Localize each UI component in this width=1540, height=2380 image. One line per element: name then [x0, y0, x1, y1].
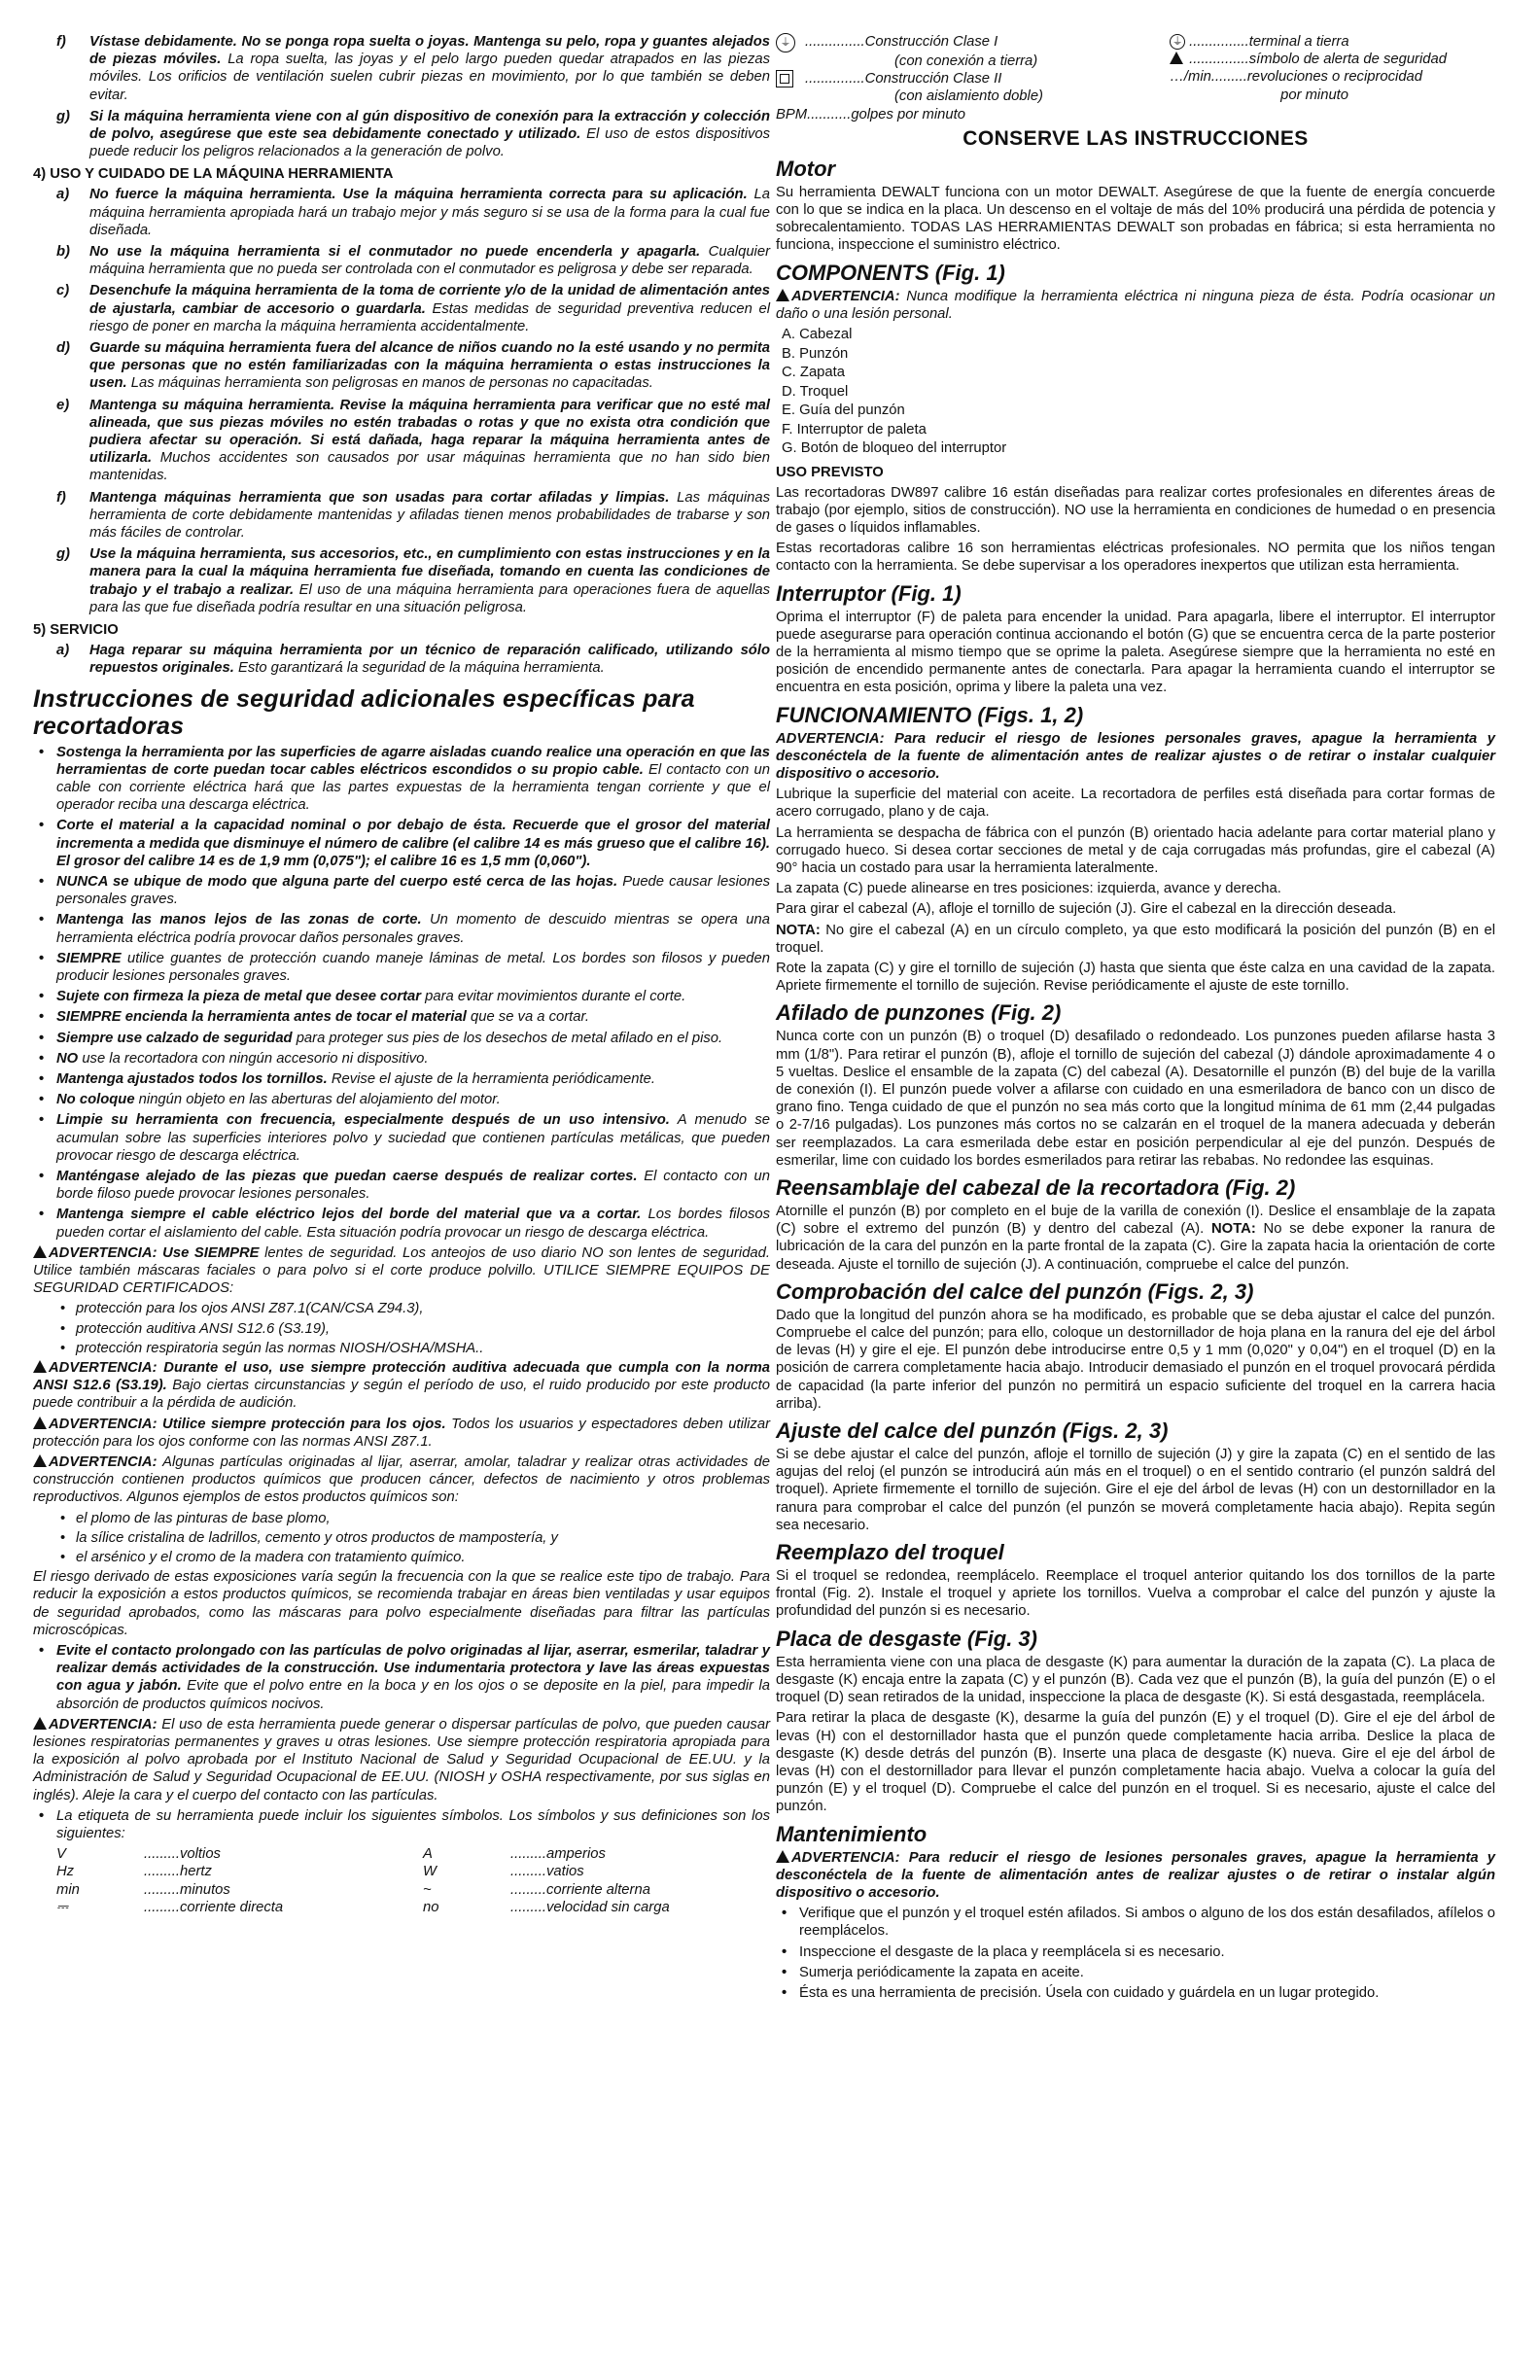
symbol-row: min ......... minutos: [56, 1881, 230, 1898]
bullet-text: use la recortadora con ningún accesorio ni dispositivo.: [78, 1050, 429, 1067]
item-text: Cualquier máquina herramienta que no pueda ser controlada con el conmutador es peligrosa y debe ser reparada.: [89, 244, 770, 278]
reens-text: Atornille el punzón (B) por completo en el buje de la varilla de conexión (I). Deslice el ensamblaje de la zapata (C) sobre el extremo del punzón (B) y dentro del cabezal (A).: [776, 1204, 1495, 1238]
bullet-bold: SIEMPRE encienda la herramienta antes de tocar el material: [56, 1009, 467, 1026]
item-text: El uso de estos dispositivos puede reducir los peligros relacionados a la generación de polvo.: [89, 126, 771, 160]
reensamblaje-heading: Reensamblaje del cabezal de la recortadora (Fig. 2): [776, 1175, 1296, 1201]
bullet-item: • Mantenga siempre el cable eléctrico lejos del borde del material que va a cortar. Los bordes filosos pueden cortar el aislamiento del cable. Esta situación podría provocar un riesgo de descarga eléctrica.: [39, 1207, 771, 1241]
maint-item: • Sumerja periódicamente la zapata en aceite.: [782, 1964, 1084, 1980]
func-paragraph: La herramienta se despacha de fábrica con el punzón (B) orientado hacia adelante para cortar material plano y corrugado hueco. Si desea cortar secciones de metal y de caja corrugadas más profundas, gire el cabezal (A) 90° hacia un costado para usar la herramienta lateralmente.: [776, 824, 1495, 876]
symbol-row: V ......... voltios: [56, 1846, 221, 1863]
item-label: g): [56, 108, 70, 124]
symbol-row: W ......... vatios: [423, 1864, 584, 1880]
bullet-item: • Sujete con firmeza la pieza de metal que desee cortar para evitar movimientos durante el corte.: [39, 989, 686, 1005]
symbol-def-2: por minuto: [1280, 87, 1349, 103]
bullet-bold: NUNCA se ubique de modo que alguna parte del cuerpo esté cerca de las hojas.: [56, 873, 618, 890]
sub-text: protección para los ojos ANSI Z87.1(CAN/CSA Z94.3),: [76, 1301, 424, 1317]
func-paragraph: La zapata (C) puede alinearse en tres posiciones: izquierda, avance y derecha.: [776, 881, 1281, 897]
item-text: La ropa suelta, las joyas y el pelo largo pueden quedar atrapados en las piezas móviles. Los orificios de ventilación suelen cubrir piezas en movimiento, por lo que también se deben evitar.: [89, 52, 771, 103]
bullet-text: ningún objeto en las aberturas del alojamiento del motor.: [134, 1092, 501, 1108]
bullet-bold: Mantenga las manos lejos de las zonas de corte.: [56, 912, 422, 928]
maint-text: Sumerja periódicamente la zapata en aceite.: [799, 1964, 1084, 1980]
class-2-icon: [776, 70, 805, 88]
warning-bold: ADVERTENCIA: Durante el uso, use siempre protección auditiva adecuada que cumpla con la norma ANSI S12.6 (S3.19).: [33, 1360, 770, 1394]
warning-icon: [33, 1717, 47, 1730]
risk-paragraph: El riesgo derivado de estas exposiciones varía según la frecuencia con la que se realice este tipo de trabajo. Para reducir la exposición a estos productos químicos, se recomienda trabajar en áreas bien ventiladas y usar equipos de seguridad aprobados, como las máscaras para polvo especialmente diseñadas para filtrar las partículas microscópicas.: [33, 1569, 770, 1638]
bullet-bold: Siempre use calzado de seguridad: [56, 1030, 293, 1046]
placa-paragraph-1: Esta herramienta viene con una placa de desgaste (K) para aumentar la duración de la zapata (C). La placa de desgaste (K) encaja entre la zapata (C) y el punzón (B). Cada vez que el punzón (B), la guía del punzón (E) o el troquel (D) sean retirados de la unidad, inspeccione la placa de desgaste (K). Si está desgastada, reemplácela.: [776, 1654, 1495, 1706]
bullet-item: • Manténgase alejado de las piezas que puedan caerse después de realizar cortes. El contacto con un borde filoso puede provocar lesiones personales.: [39, 1168, 770, 1203]
symbol-key: no: [423, 1899, 439, 1915]
symbol-key: min: [56, 1881, 80, 1898]
bullet-item: • NO use la recortadora con ningún accesorio ni dispositivo.: [39, 1050, 429, 1067]
item-text: Las máquinas herramienta son peligrosas en manos de personas no capacitadas.: [126, 375, 653, 392]
symbol-def: minutos: [180, 1881, 230, 1898]
bullet-text: para evitar movimientos durante el corte.: [421, 989, 686, 1005]
nota-text: No gire el cabezal (A) en un círculo completo, ya que esto modificará la posición del punzón (B) en el troquel.: [776, 922, 1495, 956]
warning-icon: [776, 289, 789, 301]
nota-label: NOTA:: [1204, 1221, 1256, 1238]
sub-text: protección respiratoria según las normas NIOSH/OSHA/MSHA..: [76, 1340, 484, 1356]
bullet-text: Los bordes filosos pueden cortar el aislamiento del cable. Esta situación podría provocar un riesgo de descarga eléctrica.: [56, 1207, 771, 1241]
symbol-def: corriente directa: [180, 1899, 284, 1915]
symbol-def: revoluciones o reciprocidad: [1246, 69, 1423, 86]
reensamblaje-paragraph: [776, 1203, 1495, 1274]
item-bold: No fuerce la máquina herramienta. Use la máquina herramienta correcta para su aplicación.: [89, 187, 748, 203]
bullet-bold: Sujete con firmeza la pieza de metal que desee cortar: [56, 989, 421, 1005]
item-text: El uso de una máquina herramienta para operaciones fuera de aquellas para las que fue diseñada podría resultar en una situación peligrosa.: [89, 581, 771, 615]
warning-bold: ADVERTENCIA:: [49, 1454, 158, 1471]
item-label: e): [56, 397, 70, 413]
warning-dust: [33, 1716, 770, 1804]
sub-text: el plomo de las pinturas de base plomo,: [76, 1510, 331, 1526]
item-bold: Vístase debidamente. No se ponga ropa suelta o joyas. Mantenga su pelo, ropa y guantes alejados de piezas móviles.: [89, 34, 770, 68]
warning-bold: ADVERTENCIA: Use SIEMPRE: [49, 1244, 260, 1261]
symbol-block: ⏚ ............... terminal a tierra ............... símbolo de alerta de seguridad …/min ......... revoluciones o reciprocidad por minuto: [1170, 34, 1447, 103]
warning-text: Nunca modifique la herramienta eléctrica ni ninguna pieza de ésta. Podría ocasionar un daño o una lesión personal.: [776, 288, 1495, 322]
bullet-text: para proteger sus pies de los desechos de metal afilado en el piso.: [292, 1030, 723, 1046]
bullet-item: • SIEMPRE utilice guantes de protección cuando maneje láminas de metal. Los bordes son filosos y pueden producir lesiones personales graves.: [39, 950, 770, 984]
item-label: a): [56, 187, 70, 203]
placa-heading: Placa de desgaste (Fig. 3): [776, 1626, 1037, 1651]
symbol-row: A ......... amperios: [423, 1846, 606, 1863]
symbol-key: W: [423, 1864, 437, 1880]
warning-text: Bajo ciertas circunstancias y según el período de uso, el ruido producido por este producto puede contribuir a la pérdida de audición.: [33, 1378, 770, 1412]
symbol-def: voltios: [180, 1846, 221, 1863]
item-label: a): [56, 643, 70, 659]
placa-paragraph-2: Para retirar la placa de desgaste (K), desarme la guía del punzón (E) y el troquel (D). Gire el eje del árbol de levas (H) con el destornillador hasta que el punzón quede completamente hacia arriba. Deslice la placa de desgaste (K) desde detrás del punzón (B). Inserte una placa de desgaste (K) nueva. Gire el eje del árbol de levas (H) con el destornillador para llevar el punzón completamente hacia abajo. Vuelva a colocar la guía del punzón (E) y el troquel (D). Compruebe el calce del punzón en el troquel. Si es necesario, ajuste el calce del punzón.: [776, 1710, 1495, 1815]
uso-paragraph-2: Estas recortadoras calibre 16 son herramientas eléctricas profesionales. NO permita que los niños tengan contacto con la herramienta. Se debe supervisar a los operadores inexpertos que utilizan esta herramienta.: [776, 541, 1495, 575]
symbol-key: Hz: [56, 1864, 75, 1880]
sub-item: • la sílice cristalina de ladrillos, cemento y otros productos de mampostería, y: [60, 1529, 558, 1546]
symbol-def: vatios: [546, 1864, 584, 1880]
bullet-bold: Manténgase alejado de las piezas que puedan caerse después de realizar cortes.: [56, 1168, 638, 1184]
component-item: B. Punzón: [782, 345, 849, 362]
symbol-def: Construcción Clase I: [864, 34, 998, 50]
item-bold: Guarde su máquina herramienta fuera del alcance de niños cuando no la esté usando y no permita que personas que no estén familiarizadas con la máquina herramienta o estas instrucciones la usen.: [89, 340, 770, 392]
func-paragraph: Lubrique la superficie del material con aceite. La recortadora de perfiles está diseñada para cortar formas de acero corrugado, plano y de caja.: [776, 787, 1495, 821]
symbol-def: velocidad sin carga: [546, 1899, 670, 1915]
item-bold: No use la máquina herramienta si el conmutador no puede encenderla y apagarla.: [89, 244, 701, 261]
mantenimiento-heading: Mantenimiento: [776, 1821, 928, 1846]
section-heading-4: 4) USO Y CUIDADO DE LA MÁQUINA HERRAMIENTA: [33, 166, 394, 183]
symbol-def: hertz: [180, 1864, 212, 1880]
sub-text: protección auditiva ANSI S12.6 (S3.19),: [76, 1320, 331, 1337]
s4-item: [33, 282, 770, 335]
nota-label: NOTA:: [776, 922, 821, 938]
maint-text: Ésta es una herramienta de precisión. Úsela con cuidado y guárdela en un lugar protegido.: [799, 1984, 1380, 2001]
bullet-item: • NUNCA se ubique de modo que alguna parte del cuerpo esté cerca de las hojas. Puede causar lesiones personales graves.: [39, 873, 770, 908]
item-bold: Desenchufe la máquina herramienta de la toma de corriente y/o de la unidad de alimentación antes de ajustarla, cambiar de accesorio o guardarla.: [89, 283, 770, 317]
symbol-def-2: (con aislamiento doble): [894, 88, 1043, 105]
reemplazo-heading: Reemplazo del troquel: [776, 1540, 1004, 1565]
sub-item: • protección respiratoria según las normas NIOSH/OSHA/MSHA..: [60, 1340, 484, 1356]
bullet-bold: Mantenga ajustados todos los tornillos.: [56, 1070, 328, 1087]
motor-heading: Motor: [776, 156, 836, 181]
bullet-text: Evite que el polvo entre en la boca y en los ojos o se deposite en la piel, para impedir la absorción de productos químicos nocivos.: [56, 1678, 770, 1712]
bullet-item: • Mantenga ajustados todos los tornillos. Revise el ajuste de la herramienta periódicamente.: [39, 1070, 655, 1087]
funcionamiento-heading: FUNCIONAMIENTO (Figs. 1, 2): [776, 702, 1084, 727]
symbol-key: V: [56, 1846, 66, 1863]
component-item: E. Guía del punzón: [782, 402, 905, 419]
func-paragraph: Para girar el cabezal (A), afloje el tornillo de sujeción (J). Gire el cabezal en la dirección deseada.: [776, 901, 1397, 918]
reens-text-2: No se debe exponer la ranura de lubricación de la cara del punzón en la parte frontal de la zapata (C). Gire la zapata hacia la orientación de corte deseada. Ajuste el tornillo de sujeción (J). A continuación, compruebe el calce del punzón.: [776, 1221, 1495, 1273]
warning-icon: [776, 1850, 789, 1863]
item-bold: Mantenga máquinas herramienta que son usadas para cortar afiladas y limpias.: [89, 489, 670, 506]
symbol-key: …/min: [1170, 69, 1211, 86]
bullet-item: • La etiqueta de su herramienta puede incluir los siguientes símbolos. Los símbolos y sus definiciones son los siguientes:: [39, 1807, 770, 1842]
sub-text: la sílice cristalina de ladrillos, cemento y otros productos de mampostería, y: [76, 1529, 558, 1546]
warning-bold: ADVERTENCIA:: [791, 288, 900, 304]
warning-icon: [33, 1454, 47, 1467]
warning-bold: ADVERTENCIA:: [49, 1716, 158, 1732]
warning-text: lentes de seguridad. Los anteojos de uso diario NO son lentes de seguridad. Utilice también máscaras faciales o para polvo si el corte produce polvillo. UTILICE SIEMPRE EQUIPOS DE SEGURIDAD CERTIFICADOS:: [33, 1244, 771, 1297]
bullet-item: • Siempre use calzado de seguridad para proteger sus pies de los desechos de metal afilado en el piso.: [39, 1030, 723, 1046]
warning-safety-glasses: [33, 1244, 770, 1298]
warning-chemicals: [33, 1453, 770, 1507]
item-text: Esto garantizará la seguridad de la máquina herramienta.: [233, 660, 605, 677]
warning-icon: [33, 1360, 47, 1373]
safety-alert-icon: [1170, 51, 1189, 68]
symbol-def: corriente alterna: [546, 1881, 650, 1898]
bullet-text: Puede causar lesiones personales graves.: [56, 873, 770, 908]
item-label: g): [56, 546, 70, 563]
right-column: [776, 33, 1495, 2005]
bullet-item: • Sostenga la herramienta por las superficies de agarre aisladas cuando realice una operación en que las herramientas de corte puedan tocar cables eléctricos escondidos o su propio cable. El contacto con un cable con corriente eléctrica hará que las partes expuestas de la herramienta tengan corriente y que el operador reciba una descarga eléctrica.: [39, 744, 770, 814]
safety-item-f: [33, 33, 770, 104]
bullet-bold: Limpie su herramienta con frecuencia, especialmente después de un uso intensivo.: [56, 1112, 670, 1129]
warning-eyes: [33, 1416, 770, 1451]
warning-text: El uso de esta herramienta puede generar o dispersar partículas de polvo, que pueden causar lesiones respiratorias permanentes y graves u otras lesiones. Use siempre protección respiratoria apropiada para la exposición al polvo aprobada por el Instituto Nacional de Salud y Seguridad Ocupacional de EE.UU. y la Administración de Salud y Seguridad Ocupacional de EE.UU. (NIOSH y OSHA respectivamente, por sus siglas en inglés). Aleje la cara y el cuerpo del contacto con las partículas.: [33, 1716, 770, 1803]
symbol-row: ~ ......... corriente alterna: [423, 1881, 650, 1898]
symbol-def: amperios: [546, 1846, 606, 1863]
maint-item: • Inspeccione el desgaste de la placa y reemplácela si es necesario.: [782, 1943, 1225, 1960]
item-text: La máquina herramienta apropiada hará un trabajo mejor y más seguro si se usa de la forma para la cual fue diseñada.: [89, 187, 770, 238]
bullet-text: Revise el ajuste de la herramienta periódicamente.: [327, 1070, 655, 1087]
interruptor-paragraph: Oprima el interruptor (F) de paleta para encender la unidad. Para apagarla, libere el interruptor. El interruptor puede asegurarse para operación continua accionando el botón (G) que se encuentra cerca de la parte posterior de la herramienta al mismo tiempo que se oprime la paleta. Asegúrese siempre que la herramienta no esté en posición de encendido permanente antes de conectarla. Para apagar la herramienta cuando el interruptor se encuentra en esta posición, oprima y libere la paleta una vez.: [776, 609, 1495, 696]
s4-item: [33, 243, 770, 278]
bullet-bold: Sostenga la herramienta por las superficies de agarre aisladas cuando realice una operación en que las herramientas de corte puedan tocar cables eléctricos escondidos o su propio cable.: [56, 744, 770, 778]
component-item: G. Botón de bloqueo del interruptor: [782, 440, 1007, 457]
bullet-text: El contacto con un cable con corriente eléctrica hará que las partes expuestas de la herramienta tengan corriente y que el operador reciba una descarga eléctrica.: [56, 761, 770, 814]
symbol-def: símbolo de alerta de seguridad: [1248, 52, 1447, 68]
components-warning: [776, 288, 1495, 323]
class-1-icon: ⏚: [776, 33, 805, 52]
sub-text: el arsénico y el cromo de la madera con tratamiento químico.: [76, 1550, 466, 1566]
bullet-item: • No coloque ningún objeto en las aberturas del alojamiento del motor.: [39, 1092, 501, 1108]
class-symbols-table: [776, 33, 1495, 123]
maint-text: Inspeccione el desgaste de la placa y reemplácela si es necesario.: [799, 1943, 1225, 1960]
bullet-item: • Limpie su herramienta con frecuencia, especialmente después de un uso intensivo. A menudo se acumulan sobre las superficies interiores polvo y suciedad que contienen partículas metálicas, que pueden provocar riesgo de descarga eléctrica.: [39, 1112, 770, 1164]
ground-icon: ⏚: [1170, 33, 1189, 51]
warning-bold: ADVERTENCIA: Utilice siempre protección para los ojos.: [49, 1416, 446, 1432]
symbol-row: ⎓ ......... corriente directa: [56, 1899, 284, 1915]
component-item: F. Interruptor de paleta: [782, 421, 927, 438]
bullet-text: La etiqueta de su herramienta puede incluir los siguientes símbolos. Los símbolos y sus definiciones son los siguientes:: [56, 1807, 770, 1842]
components-heading: COMPONENTS (Fig. 1): [776, 260, 1005, 285]
item-bold: Si la máquina herramienta viene con al gún dispositivo de conexión para la extracción y colección de polvo, asegúrese que este sea debidamente conectado y utilizado.: [89, 108, 770, 143]
symbol-def: Construcción Clase II: [864, 71, 1002, 88]
item-label: f): [56, 34, 66, 50]
conserve-heading: CONSERVE LAS INSTRUCCIONES: [962, 126, 1309, 150]
bullet-bold: SIEMPRE: [56, 950, 122, 966]
func-paragraph: Rote la zapata (C) y gire el tornillo de sujeción (J) hasta que sienta que éste calza en una cavidad de la zapata. Apriete firmemente el tornillo de sujeción. Revise periódicamente el ajuste de este tornillo.: [776, 961, 1495, 995]
warning-hearing: [33, 1359, 770, 1413]
warning-text: Algunas partículas originadas al lijar, aserrar, amolar, taladrar y realizar otras actividades de construcción contienen productos químicos que producen cáncer, defectos de nacimiento y otros problemas reproductivos. Algunos ejemplos de estos productos químicos son:: [33, 1454, 770, 1506]
component-item: C. Zapata: [782, 365, 845, 381]
symbol-block: ⏚ ............... Construcción Clase I (con conexión a tierra) ............... Construcción Clase II (con aislamiento doble) BPM ........... golpes por minuto: [776, 34, 1043, 122]
sub-item: • protección para los ojos ANSI Z87.1(CAN/CSA Z94.3),: [60, 1301, 424, 1317]
symbol-key: BPM: [776, 106, 808, 122]
afilado-paragraph: Nunca corte con un punzón (B) o troquel (D) desafilado o redondeado. Los punzones pueden afilarse hasta 3 mm (1/8"). Para retirar el punzón (B), afloje el tornillo de sujeción del cabezal (J) dándole aproximadamente 4 o 5 vueltas. Deslice el ensamble de la zapata (C) del cabezal (A). Desatornille el punzón (B) del buje de la varilla de conexión (I). El punzón puede volver a afilarse con cuidado en una esmeriladora de banco con un disco de grano fino. Tenga cuidado de que el punzón no sea más corto que la longitud mínima de 61 mm (2,44 pulgadas o 2-7/16 pulgadas). Los punzones más cortos no se calzarán en el troquel de la manera adecuada y deberán ser reemplazados. La cara esmerilada debe estar en posición perpendicular al eje del punzón. Después de esmerilar, lime con cuidado los bordes esmerilados para retirar las rebabas. No redondee las esquinas.: [776, 1029, 1495, 1169]
warning-text: ADVERTENCIA: Para reducir el riesgo de lesiones personales graves, apague la herramienta y desconéctela de la fuente de alimentación antes de realizar ajustes o de retirar o instalar algún dispositivo o accesorio.: [776, 1849, 1495, 1901]
symbol-row: Hz ......... hertz: [56, 1864, 212, 1880]
symbol-def: golpes por minuto: [851, 106, 965, 122]
symbol-key: A: [423, 1846, 433, 1863]
item-bold: Mantenga su máquina herramienta. Revise la máquina herramienta para verificar que no esté mal alineada, que sus piezas móviles no estén trabadas o rotas y que no exista otra condición que pudiera afectar su operación. Si está dañada, haga reparar la máquina herramienta antes de utilizarla.: [89, 397, 770, 467]
s4-item: [33, 397, 770, 485]
component-item: A. Cabezal: [782, 327, 853, 343]
comprobacion-paragraph: Dado que la longitud del punzón ahora se ha modificado, es probable que se deba ajustar el calce del punzón. Compruebe el calce del punzón; para ello, coloque un destornillador de hoja plana en la ranura del eje del árbol de levas (H) y gire el eje. El punzón debe introducirse entre 0,5 y 1 mm (0,020" y 0,04") en el troquel (D) en la posición de carrera completamente hacia abajo. Introducir demasiado el punzón en el troquel provocará pérdida de capacidad (la parte inferior del punzón no permitirá un espacio suficiente del troquel en la carrera hacia arriba).: [776, 1307, 1495, 1412]
warning-icon: [33, 1245, 47, 1258]
item-bold: Use la máquina herramienta, sus accesorios, etc., en cumplimiento con estas instrucciones y en la manera para la cual la máquina herramienta fue diseñada, tomando en cuenta las condiciones de trabajo y el trabajo a realizar.: [89, 546, 770, 598]
bullet-bold: Corte el material a la capacidad nominal o por debajo de ésta. Recuerde que el grosor del material incrementa a medida que disminuye el número de calibre (el calibre 14 es más grueso que el calibre 16). El grosor del calibre 14 es de 1,9 mm (0,075"); el calibre 16 es 1,5 mm (0,060").: [56, 818, 770, 869]
component-item: D. Troquel: [782, 383, 849, 400]
s4-item: [33, 545, 770, 616]
bullet-text: El contacto con un borde filoso puede provocar lesiones personales.: [56, 1168, 770, 1203]
func-nota: [776, 922, 1495, 957]
safety-item-g: [33, 108, 770, 161]
bullet-bold: No coloque: [56, 1092, 135, 1108]
item-label: f): [56, 489, 66, 506]
afilado-heading: Afilado de punzones (Fig. 2): [776, 1000, 1062, 1026]
item-label: d): [56, 340, 70, 357]
bullet-bold: NO: [56, 1050, 79, 1067]
symbols-table: [33, 1845, 770, 1916]
maint-item: • Ésta es una herramienta de precisión. Úsela con cuidado y guárdela en un lugar protegido.: [782, 1984, 1380, 2001]
item-label: b): [56, 244, 70, 261]
section-heading-5: 5) SERVICIO: [33, 622, 119, 639]
bullet-text: que se va a cortar.: [466, 1009, 590, 1026]
uso-paragraph-1: Las recortadoras DW897 calibre 16 están diseñadas para realizar cortes profesionales en diferentes áreas de trabajo (por ejemplo, sitios de construcción). NO use la herramienta en condiciones de humedad o en presencia de gases o líquidos inflamables.: [776, 484, 1495, 536]
motor-paragraph: Su herramienta DEWALT funciona con un motor DEWALT. Asegúrese de que la fuente de energía concuerde con lo que se indica en la placa. Un descenso en el voltaje de más del 10% producirá una pérdida de potencia y sobrecalentamiento. TODAS LAS HERRAMIENTAS DEWALT son probadas en fábrica; si esta herramienta no funciona, inspeccione el suministro eléctrico.: [776, 184, 1495, 254]
symbol-def: terminal a tierra: [1248, 34, 1349, 50]
sub-item: • protección auditiva ANSI S12.6 (S3.19),: [60, 1320, 331, 1337]
bullet-item: • Corte el material a la capacidad nominal o por debajo de ésta. Recuerde que el grosor del material incrementa a medida que disminuye el número de calibre (el calibre 14 es más grueso que el calibre 16). El grosor del calibre 14 es de 1,9 mm (0,075"); el calibre 16 es 1,5 mm (0,060").: [39, 818, 770, 869]
maint-text: Verifique que el punzón y el troquel estén afilados. Si ambos o alguno de los dos están desafilados, afílelos o reemplácelos.: [799, 1906, 1495, 1940]
symbol-key: ⎓: [56, 1899, 68, 1915]
bullet-bold: Mantenga siempre el cable eléctrico lejos del borde del material que va a cortar.: [56, 1207, 642, 1223]
interruptor-heading: Interruptor (Fig. 1): [776, 580, 962, 606]
reemplazo-paragraph: Si el troquel se redondea, reemplácelo. Reemplace el troquel anterior quitando los dos tornillos de la parte frontal (Fig. 2). Instale el troquel y apriete los tornillos. Vuelva a comprobar el calce del punzón y ajuste la profundidad del punzón si es necesario.: [776, 1568, 1495, 1620]
s4-item: [33, 489, 770, 542]
mantenimiento-warning: [776, 1849, 1495, 1903]
uso-heading: USO PREVISTO: [776, 464, 884, 480]
bullet-bold: Evite el contacto prolongado con las partículas de polvo originadas al lijar, aserrar, esmerilar, taladrar y realizar demás actividades de la construcción. Use indumentaria protectora y lave las áreas expuestas con agua y jabón.: [56, 1643, 770, 1695]
sub-item: • el arsénico y el cromo de la madera con tratamiento químico.: [60, 1550, 466, 1566]
maint-item: • Verifique que el punzón y el troquel estén afilados. Si ambos o alguno de los dos están desafilados, afílelos o reemplácelos.: [782, 1906, 1495, 1940]
item-bold: Haga reparar su máquina herramienta por un técnico de reparación calificado, utilizando sólo repuestos originales.: [89, 643, 770, 677]
bullet-item: • Mantenga las manos lejos de las zonas de corte. Un momento de descuido mientras se opera una herramienta eléctrica podría provocar daños personales graves.: [39, 912, 770, 946]
components-list: [782, 326, 1495, 459]
bullet-item: • SIEMPRE encienda la herramienta antes de tocar el material que se va a cortar.: [39, 1009, 590, 1026]
heading-additional-safety: Instrucciones de seguridad adicionales específicas para recortadoras: [33, 684, 695, 740]
item-text: Estas medidas de seguridad preventiva reducen el riesgo de poner en marcha la máquina herramienta accidentalmente.: [89, 300, 771, 334]
warning-text: Todos los usuarios y espectadores deben utilizar protección para los ojos conforme con las normas ANSI Z87.1.: [33, 1416, 770, 1450]
item-text: Muchos accidentes son causados por usar máquinas herramienta que no han sido bien mantenidas.: [89, 450, 770, 484]
funcionamiento-warning: ADVERTENCIA: Para reducir el riesgo de lesiones personales graves, apague la herramienta y desconéctela de la fuente de alimentación antes de realizar ajustes o de retirar o instalar cualquier dispositivo o accesorio.: [776, 730, 1495, 782]
ajuste-paragraph: Si se debe ajustar el calce del punzón, afloje el tornillo de sujeción (J) y gire la zapata (C) en el sentido de las agujas del reloj (el punzón se introducirá aún más en el troquel) o en el sentido contrario (el punzón saldrá del troquel). Apriete firmemente el tornillo de sujeción. Gire el eje del árbol de levas (H) con un destornillador en la ranura para comprobar el calce del punzón (el punzón se moverá completamente hacia abajo). Repita según sea necesario.: [776, 1447, 1495, 1533]
bullet-text: utilice guantes de protección cuando maneje láminas de metal. Los bordes son filosos y pueden producir lesiones personales graves.: [56, 950, 770, 984]
bullet-item: • Evite el contacto prolongado con las partículas de polvo originadas al lijar, aserrar, esmerilar, taladrar y realizar demás actividades de la construcción. Use indumentaria protectora y lave las áreas expuestas con agua y jabón. Evite que el polvo entre en la boca y en los ojos o se deposite en la piel, para impedir la absorción de productos químicos nocivos.: [39, 1643, 770, 1712]
symbol-def-2: (con conexión a tierra): [894, 53, 1038, 69]
comprobacion-heading: Comprobación del calce del punzón (Figs. 2, 3): [776, 1278, 1254, 1304]
symbol-row: no ......... velocidad sin carga: [423, 1899, 670, 1915]
s4-item: [33, 186, 770, 239]
warning-icon: [33, 1417, 47, 1429]
left-column: [33, 33, 770, 1916]
sub-item: • el plomo de las pinturas de base plomo,: [60, 1510, 331, 1526]
symbol-key: ~: [423, 1881, 432, 1898]
ajuste-heading: Ajuste del calce del punzón (Figs. 2, 3): [776, 1418, 1169, 1444]
s4-item: [33, 339, 770, 393]
s5-item: [33, 642, 770, 677]
item-label: c): [56, 283, 70, 299]
bullet-text: A menudo se acumulan sobre las superficies interiores polvo y suciedad que contienen partículas metálicas, que pueden provocar riesgo de descarga eléctrica.: [56, 1112, 770, 1164]
bullet-text: Un momento de descuido mientras se opera una herramienta eléctrica podría provocar daños personales graves.: [56, 912, 770, 946]
item-text: Las máquinas herramienta de corte debidamente mantenidas y afiladas tienen menos probabilidades de trabarse y son más fáciles de controlar.: [89, 489, 770, 542]
